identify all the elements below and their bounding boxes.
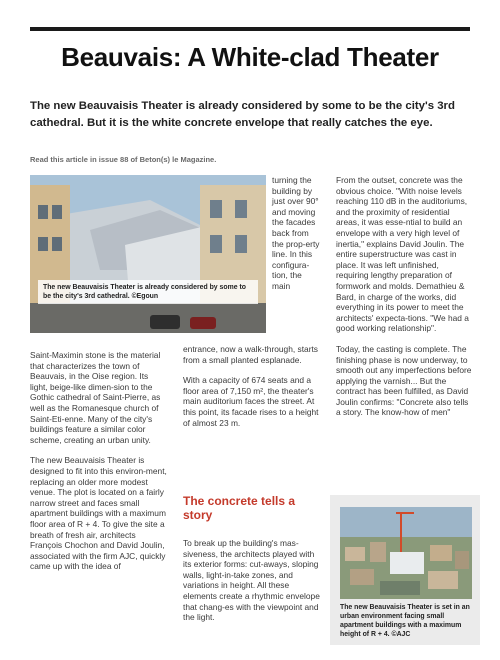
text-column-2	[183, 344, 323, 438]
article-lead: The new Beauvaisis Theater is already considered by some to be the city's 3rd cathedral. But it is the white concrete envelope that really catches the eye.	[30, 100, 455, 129]
paragraph: Today, the casting is complete. The finishing phase is now underway, to smooth out any imperfections before applying the varnish... But the contract has been fulfilled, as David Joulin confirms: "Concrete also tells a story. The know-how of men"	[336, 343, 472, 418]
read-note[interactable]: Read this article in issue 88 of Beton(s) le Magazine.	[30, 155, 217, 164]
paragraph: entrance, now a walk-through, starts from a small planted esplanade.	[183, 344, 318, 365]
sidebar-photo	[340, 507, 472, 599]
paragraph: With a capacity of 674 seats and a floor area of 7,150 m², the theater's main auditorium faces the street. At this point, its facade rises to a height of almost 23 m.	[183, 375, 319, 428]
paragraph: From the outset, concrete was the obvious choice. "With noise levels reaching 110 dB in the auditoriums, and the proximity of residential areas, it was esse-ntial to build an envelope with a very high level of inertia," explains David Joulin. The entire superstructure was cast in place. It was left unfinished, requiring lengthy preparation of formwork and molds. Demathieu & Bard, in charge of the works, did everything in its power to meet the architects' expecta-tions. "We had a good working relationship".	[336, 175, 469, 334]
text-column-2-bottom	[183, 538, 323, 633]
text-column-2-top: turning the building by just over 90° and moving the facades back from the prop-erty line. In this configura-tion, the main	[272, 175, 320, 291]
paragraph: The new Beauvaisis Theater is designed to fit into this environ-ment, replacing an older more modest venue. The plot is located on a fairly narrow street and faces small apartment buildings with a maximum floor area of R + 4. To give the site a breath of fresh air, architects François Chochon and David Joulin, associated with the firm AJC, quickly came up with the idea of	[30, 455, 167, 572]
section-subhead: The concrete tells a story	[183, 494, 296, 522]
article-title: Beauvais: A White-clad Theater	[61, 42, 439, 72]
paragraph: Saint-Maximin stone is the material that characterizes the town of Beauvais, in the Oise region. Its light, beige-like dimen-sion to the Gothic cathedral of Saint-Pierre, as well as the Romanesque church of Saint-Eti-enne. Many of the city's buildings feature a similar color scheme, creating an urban unity.	[30, 350, 161, 445]
text-column-1	[30, 350, 168, 582]
paragraph: To break up the building's mas-siveness, the architects played with its exterior forms: cut-aways, sloping walls, light-in-take zones, and variations in height. All these elements create a rhythmic envelope that chang-es with the viewpoint and the light.	[183, 538, 320, 623]
theater-photo-illustration	[30, 175, 266, 333]
aerial-city-illustration	[340, 507, 472, 599]
text-column-3	[336, 175, 473, 428]
top-rule	[30, 27, 470, 31]
hero-caption: The new Beauvaisis Theater is already considered by some to be the city's 3rd cathedral. ©Egoun	[38, 280, 258, 304]
hero-photo	[30, 175, 266, 333]
sidebar-caption: The new Beauvaisis Theater is set in an urban environment facing small apartment buildings with a maximum height of R + 4. ©AJC	[340, 604, 470, 638]
